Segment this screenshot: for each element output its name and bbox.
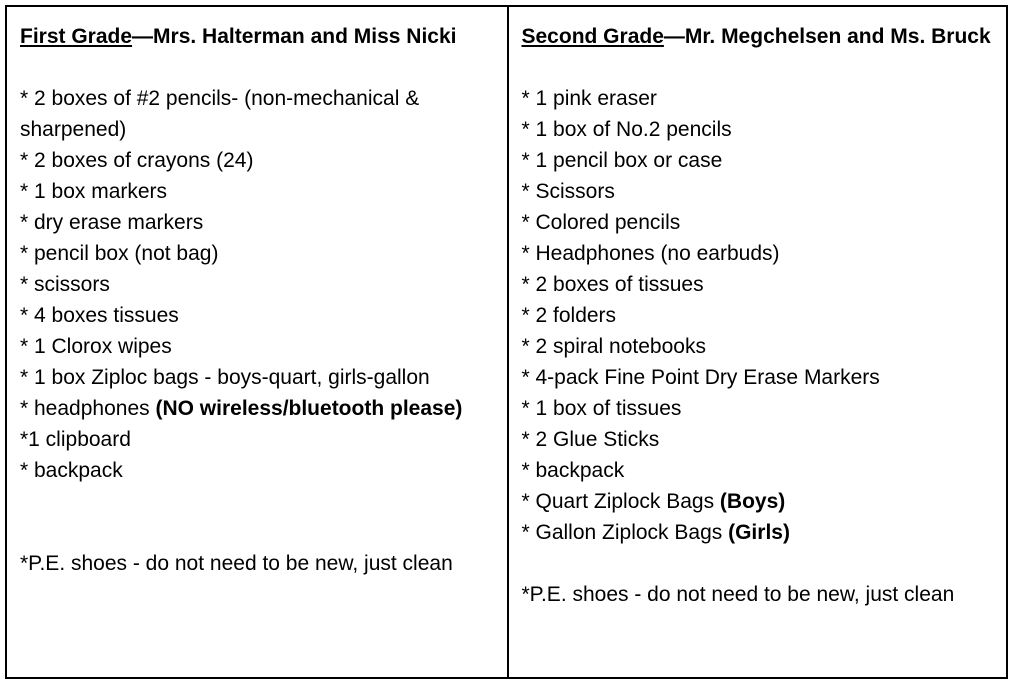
second-grade-title: Second Grade: [521, 25, 664, 48]
list-item: * dry erase markers: [20, 211, 204, 234]
list-item: * 2 Glue Sticks: [521, 428, 660, 451]
list-item: * 1 pencil box or case: [521, 149, 723, 172]
second-grade-heading: [522, 21, 997, 52]
list-item: * scissors: [20, 273, 110, 296]
first-grade-teachers: —Mrs. Halterman and Miss Nicki: [132, 25, 457, 48]
first-grade-column: [7, 7, 507, 677]
quart-bags-note: (Boys): [719, 490, 786, 513]
spacer: [20, 486, 497, 548]
list-item: * Colored pencils: [521, 211, 681, 234]
list-item-headphones: [20, 393, 497, 424]
list-item: * 1 pink eraser: [521, 87, 657, 110]
list-item: * 1 box of No.2 pencils: [521, 118, 732, 141]
second-grade-footer-note: *P.E. shoes - do not need to be new, just clean: [521, 583, 955, 606]
list-item-gallon-bags: [522, 517, 997, 548]
second-grade-column: [507, 7, 1007, 677]
list-item: * 2 boxes of #2 pencils- (non-mechanical & sharpened): [20, 87, 420, 141]
supply-list-table: [5, 5, 1008, 679]
list-item: * pencil box (not bag): [20, 242, 219, 265]
headphones-note: (NO wireless/bluetooth please): [155, 397, 463, 420]
first-grade-title: First Grade: [20, 25, 133, 48]
first-grade-footer-note: *P.E. shoes - do not need to be new, just clean: [20, 552, 453, 575]
list-item: * Scissors: [521, 180, 615, 203]
gallon-bags-note: (Girls): [728, 521, 790, 544]
list-item: * 1 Clorox wipes: [20, 335, 172, 358]
spacer: [522, 548, 997, 579]
list-item: * 2 folders: [521, 304, 617, 327]
headphones-label: * headphones: [20, 397, 156, 420]
list-item: * 1 box markers: [20, 180, 168, 203]
list-item: * 4-pack Fine Point Dry Erase Markers: [521, 366, 880, 389]
list-item: *1 clipboard: [20, 428, 131, 451]
first-grade-supply-list: [20, 83, 497, 486]
second-grade-teachers: —Mr. Megchelsen and Ms. Bruck: [663, 25, 991, 48]
list-item: * 1 box Ziploc bags - boys-quart, girls-gallon: [20, 366, 430, 389]
list-item: * 2 spiral notebooks: [521, 335, 706, 358]
list-item: * 2 boxes of tissues: [521, 273, 704, 296]
quart-bags-label: * Quart Ziplock Bags: [521, 490, 720, 513]
list-item: * 2 boxes of crayons (24): [20, 149, 254, 172]
list-item: * Headphones (no earbuds): [521, 242, 780, 265]
list-item: * backpack: [20, 459, 123, 482]
list-item: * 1 box of tissues: [521, 397, 682, 420]
list-item: * 4 boxes tissues: [20, 304, 179, 327]
first-grade-heading: [20, 21, 497, 52]
list-item-quart-bags: [522, 486, 997, 517]
list-item: * backpack: [521, 459, 625, 482]
second-grade-supply-list: [522, 83, 997, 548]
gallon-bags-label: * Gallon Ziplock Bags: [521, 521, 729, 544]
